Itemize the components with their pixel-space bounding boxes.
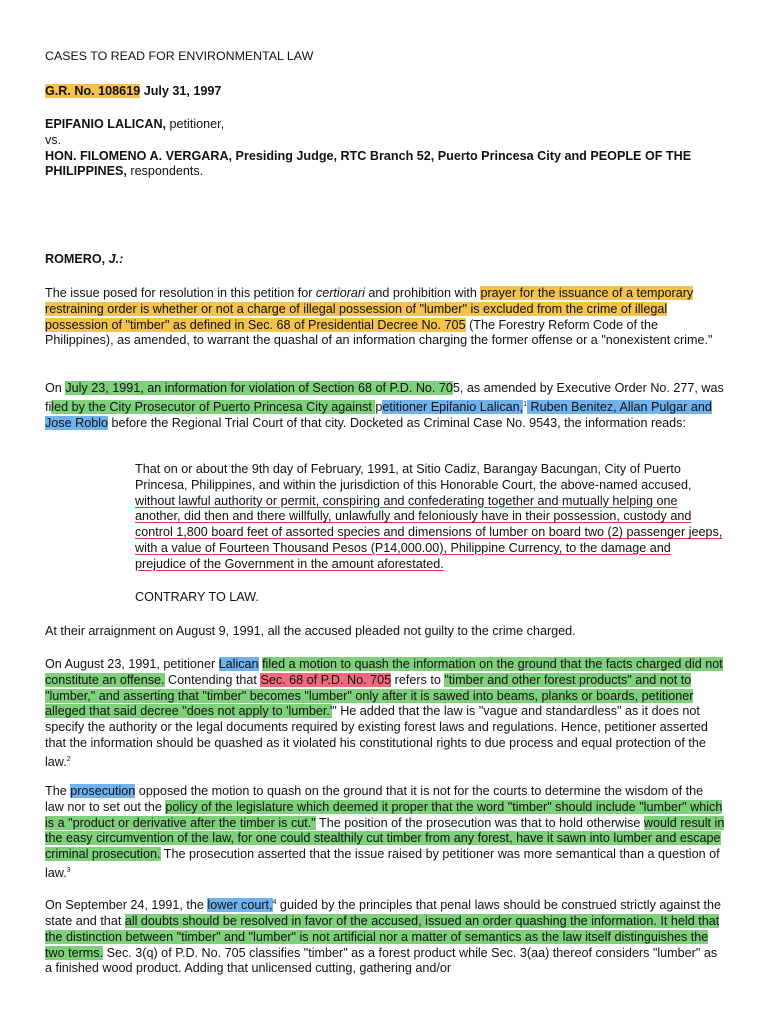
ponente-name: ROMERO, bbox=[45, 252, 106, 266]
respondents-role: respondents. bbox=[126, 164, 204, 179]
highlight-green: "timber and other forest products" and not to "lumber," and asserting that "timber" becomes "lumber" only after it is sawed into beams, planks or boards, petitioner alleged that said decree "does not apply to 'lumber.' bbox=[45, 672, 694, 719]
text: 5, as amended by Executive Order No. 277, was fi bbox=[45, 381, 724, 414]
text: On September 24, 1991, the bbox=[45, 898, 208, 913]
footnote-link[interactable]: 1 bbox=[523, 400, 528, 408]
text: before the Regional Trial Court of that city. Docketed as Criminal Case No. 9543, the information reads: bbox=[108, 415, 686, 430]
gr-number: G.R. No. 108619 bbox=[45, 84, 141, 98]
respondents-names: HON. FILOMENO A. VERGARA, Presiding Judge, RTC Branch 52, Puerto Princesa City and PEOPLE OF THE PHILIPPINES, bbox=[45, 148, 692, 179]
document-heading: CASES TO READ FOR ENVIRONMENTAL LAW bbox=[45, 49, 314, 63]
text: (The Forestry Reform Code of the Philippines), as amended, to warrant the quashal of an information charging the former offense or a "nonexistent crime." bbox=[45, 317, 713, 348]
text: The bbox=[45, 784, 71, 798]
highlight-blue: lower court, bbox=[207, 898, 273, 913]
text: guided by the principles that penal laws should be construed strictly against the state and that bbox=[45, 898, 721, 928]
petitioner-line bbox=[45, 117, 725, 133]
text: opposed the motion to quash on the ground that it is not for the courts to determine the wisdom of the law nor to set out the bbox=[45, 784, 704, 814]
highlight-blue: Ruben Benitez, Allan Pulgar and Jose Roblo bbox=[45, 399, 712, 430]
paragraph-issue bbox=[45, 286, 725, 349]
highlight-blue: Lalican bbox=[218, 657, 259, 671]
highlight-blue: prosecution bbox=[70, 784, 136, 798]
case-date: July 31, 1997 bbox=[140, 84, 222, 98]
text: refers to bbox=[391, 672, 445, 687]
highlight-green: led by the City Prosecutor of Puerto Princesa City against bbox=[51, 399, 376, 414]
text: Sec. 3(q) of P.D. No. 705 classifies "timber" as a forest product while Sec. 3(aa) thereof considers "lumber" as a finished wood product. Adding that unlicensed cutting, gathering and/or bbox=[45, 945, 718, 976]
text: On August 23, 1991, petitioner bbox=[45, 657, 219, 671]
paragraph-information bbox=[45, 381, 725, 432]
footnote-link[interactable]: 2 bbox=[66, 755, 71, 763]
highlight-blue: etitioner Epifanio Lalican, bbox=[382, 399, 524, 414]
paragraph-lower-court bbox=[45, 895, 725, 977]
text: On bbox=[45, 381, 66, 395]
ponente-line bbox=[45, 252, 725, 268]
paragraph-arraignment: At their arraignment on August 9, 1991, all the accused pleaded not guilty to the crime charged. bbox=[45, 624, 576, 638]
text: The prosecution asserted that the issue raised by petitioner was more semantical than a question of law. bbox=[45, 847, 720, 881]
text: Contending that bbox=[164, 672, 261, 687]
petitioner-role: petitioner, bbox=[166, 117, 225, 131]
ponente-suffix: J.: bbox=[105, 252, 124, 266]
case-number-line bbox=[45, 84, 725, 100]
footnote-link[interactable]: 4 bbox=[272, 899, 277, 906]
highlight-yellow: prayer for the issuance of a temporary restraining order is whether or not a charge of illegal possession of "lumber" is excluded from the crime of illegal possession of "timber" as defined in Sec. 68 of Presidential Decree No. 705 bbox=[45, 286, 694, 332]
respondents-line bbox=[45, 149, 725, 181]
text-italic: certiorari bbox=[315, 286, 365, 300]
petitioner-name: EPIFANIO LALICAN, bbox=[45, 117, 167, 131]
footnote-link[interactable]: 3 bbox=[66, 866, 71, 874]
text: The issue posed for resolution in this petition for bbox=[45, 286, 316, 300]
text: The position of the prosecution was that to hold otherwise bbox=[315, 815, 644, 830]
text: and prohibition with bbox=[364, 286, 481, 300]
highlight-green: all doubts should be resolved in favor of the accused, issued an order quashing the information. It held that the distinction between "timber" and "lumber" is not artificial nor a matter of semantics as the law itself distinguishes the two terms. bbox=[45, 913, 720, 960]
paragraph-motion bbox=[45, 657, 725, 771]
highlight-green: would result in the easy circumvention of the law, for one could stealthily cut timber from any forest, have it sawn into lumber and escape criminal prosecution. bbox=[45, 815, 725, 862]
text: p bbox=[375, 399, 383, 414]
highlight-green: policy of the legislature which deemed it proper that the word "timber" should include "lumber" which is a "product or derivative after the timber is cut." bbox=[45, 799, 723, 830]
text: " He added that the law is "vague and standardless" as it does not specify the authority or the legal documents required by existing forest laws and regulations. Hence, petitioner asserted that the information should be quashed as it violated his constitutional rights to due process and equal protection of the law. bbox=[45, 704, 708, 769]
highlight-green: July 23, 1991, an information for violation of Section 68 of P.D. No. 70 bbox=[65, 381, 453, 395]
contrary-to-law: CONTRARY TO LAW. bbox=[135, 590, 259, 604]
paragraph-prosecution bbox=[45, 784, 725, 882]
quoted-information bbox=[135, 462, 725, 573]
text: That on or about the 9th day of February, 1991, at Sitio Cadiz, Barangay Bacungan, City of Puerto Princesa, Philippines, and within the jurisdiction of this Honorable Court, the above-named accused, bbox=[135, 462, 692, 492]
versus-line: vs. bbox=[45, 132, 62, 147]
underlined-text: without lawful authority or permit, conspiring and confederating together and mutually helping one another, did then and there willfully, unlawfully and feloniously have in their possession, custody and control 1,800 board feet of assorted species and dimensions of lumber on board two (2) passenger jeeps, with a value of Fourteen Thousand Pesos (P14,000.00), Philippine Currency, to the damage and prejudice of the Government in the amount aforestated. bbox=[135, 493, 723, 571]
highlight-green: filed a motion to quash the information on the ground that the facts charged did not constitute an offense. bbox=[45, 657, 723, 687]
highlight-red: Sec. 68 of P.D. No. 705 bbox=[260, 672, 392, 687]
case-parties bbox=[45, 117, 725, 180]
